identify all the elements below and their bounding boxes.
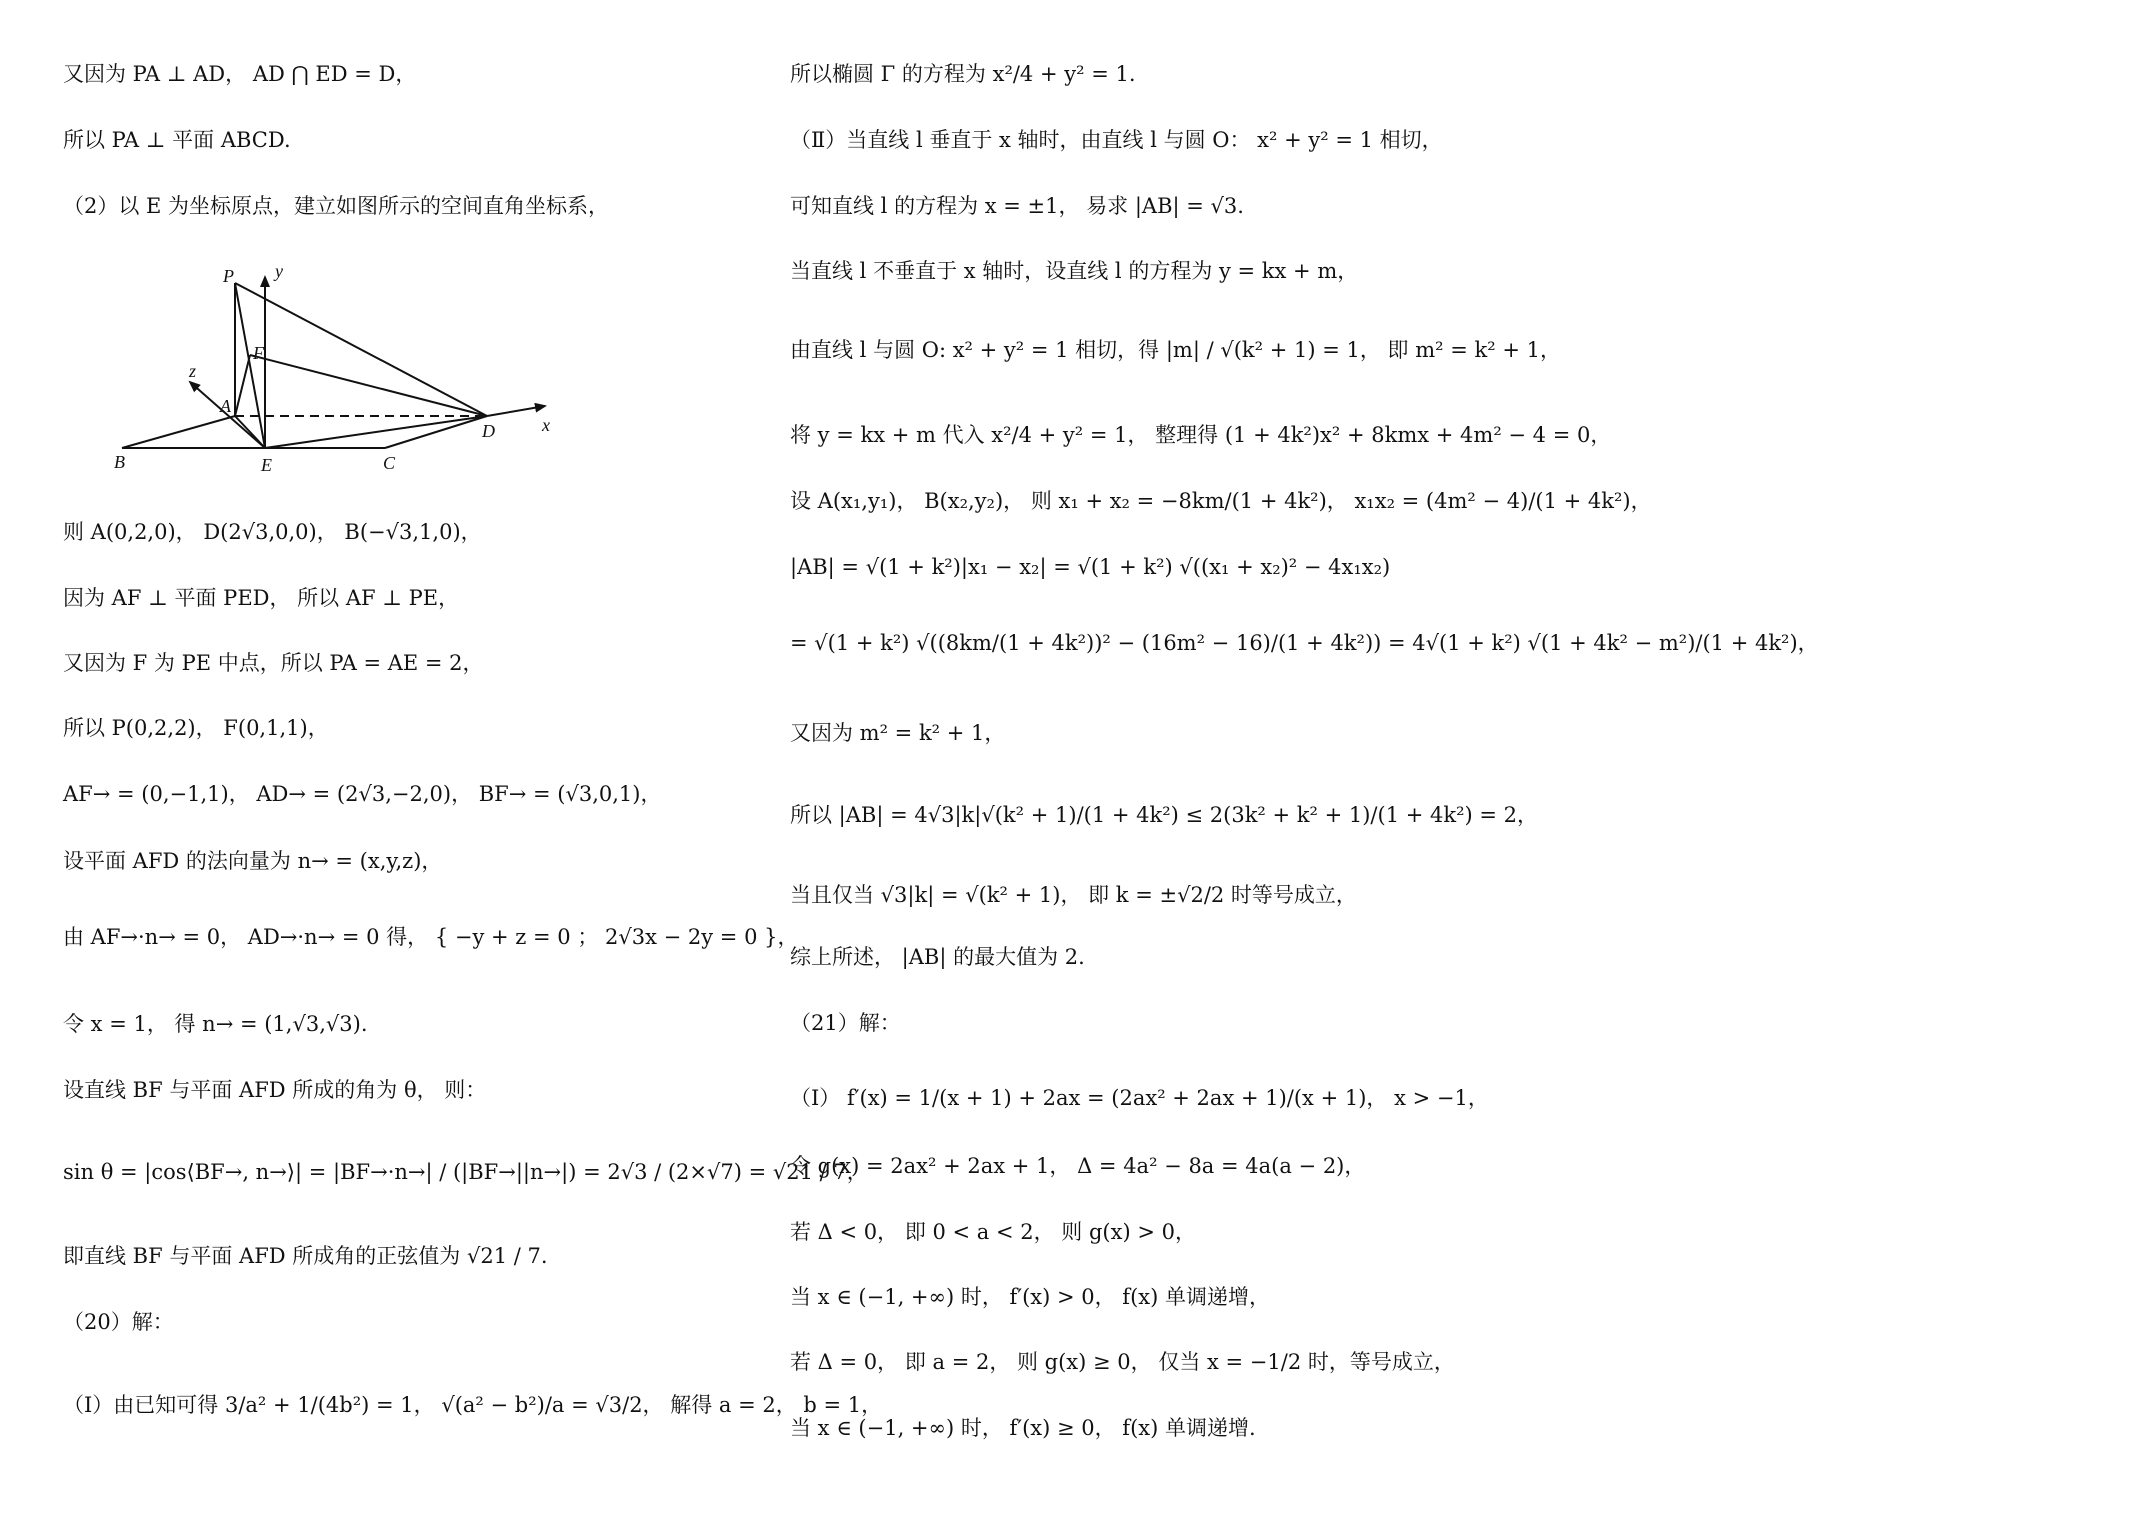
label-z: z xyxy=(189,361,197,381)
text-line: 若 Δ = 0， 即 a = 2， 则 g(x) ≥ 0， 仅当 x = −1/2 时，等号成立， xyxy=(790,1350,1455,1374)
edge-FD xyxy=(250,355,487,416)
text-line: （Ⅱ）当直线 l 垂直于 x 轴时，由直线 l 与圆 O： x² + y² = 1 相切， xyxy=(790,128,1443,152)
text-line: （Ⅰ） f′(x) = 1/(x + 1) + 2ax = (2ax² + 2ax + 1)/(x + 1)， x > −1， xyxy=(790,1086,1489,1110)
text-line: 又因为 PA ⊥ AD， AD ⋂ ED = D， xyxy=(63,62,417,86)
text-line: = √(1 + k²) √((8km/(1 + 4k²))² − (16m² − 16)/(1 + 4k²)) = 4√(1 + k²) √(1 + 4k² − m²)/(1 + 4k²)， xyxy=(790,631,1819,655)
text-line: 由 AF→·n→ = 0， AD→·n→ = 0 得， { −y + z = 0 ； 2√3x − 2y = 0 }， xyxy=(63,925,799,949)
text-line: 则 A(0,2,0)， D(2√3,0,0)， B(−√3,1,0)， xyxy=(63,520,482,544)
text-line: 即直线 BF 与平面 AFD 所成角的正弦值为 √21 / 7. xyxy=(63,1244,548,1268)
edge-PD xyxy=(235,283,487,416)
text-line: 设 A(x₁,y₁)， B(x₂,y₂)， 则 x₁ + x₂ = −8km/(1 + 4k²)， x₁x₂ = (4m² − 4)/(1 + 4k²)， xyxy=(790,489,1652,513)
text-line: （Ⅰ）由已知可得 3/a² + 1/(4b²) = 1， √(a² − b²)/a = √3/2， 解得 a = 2， b = 1， xyxy=(63,1393,883,1417)
edge-PE xyxy=(235,283,265,448)
text-line: 设直线 BF 与平面 AFD 所成的角为 θ， 则： xyxy=(63,1078,487,1102)
text-line: |AB| = √(1 + k²)|x₁ − x₂| = √(1 + k²) √((x₁ + x₂)² − 4x₁x₂) xyxy=(790,555,1391,579)
text-line: 当 x ∈ (−1, +∞) 时， f′(x) > 0， f(x) 单调递增， xyxy=(790,1285,1270,1309)
label-E: E xyxy=(261,455,272,475)
text-line: （21）解： xyxy=(790,1011,901,1035)
label-D: D xyxy=(482,421,495,441)
text-line: （2）以 E 为坐标原点，建立如图所示的空间直角坐标系， xyxy=(63,194,610,218)
label-F: F xyxy=(253,343,264,363)
text-line: 所以椭圆 Γ 的方程为 x²/4 + y² = 1. xyxy=(790,62,1136,86)
edge-BA xyxy=(122,416,235,448)
text-line: 令 x = 1， 得 n→ = (1,√3,√3). xyxy=(63,1012,368,1036)
text-line: AF→ = (0,−1,1)， AD→ = (2√3,−2,0)， BF→ = (√3,0,1)， xyxy=(63,782,662,806)
text-line: （20）解： xyxy=(63,1310,174,1334)
label-B: B xyxy=(114,452,125,472)
pyramid-diagram xyxy=(110,255,560,485)
edge-AF xyxy=(235,355,250,416)
label-C: C xyxy=(383,453,396,473)
x-axis xyxy=(487,406,545,416)
text-line: 当直线 l 不垂直于 x 轴时，设直线 l 的方程为 y = kx + m， xyxy=(790,259,1359,283)
text-line: 所以 |AB| = 4√3|k|√(k² + 1)/(1 + 4k²) ≤ 2(3k² + k² + 1)/(1 + 4k²) = 2， xyxy=(790,803,1539,827)
text-line: 综上所述， |AB| 的最大值为 2. xyxy=(790,945,1085,969)
label-x: x xyxy=(542,415,550,435)
text-line: sin θ = |cos⟨BF→, n→⟩| = |BF→·n→| / (|BF→||n→|) = 2√3 / (2×√7) = √21 / 7， xyxy=(63,1160,868,1184)
label-A: A xyxy=(220,396,231,416)
text-line: 又因为 m² = k² + 1， xyxy=(790,721,1006,745)
text-line: 又因为 F 为 PE 中点，所以 PA = AE = 2， xyxy=(63,651,484,675)
text-line: 将 y = kx + m 代入 x²/4 + y² = 1， 整理得 (1 + 4k²)x² + 8kmx + 4m² − 4 = 0， xyxy=(790,423,1612,447)
text-line: 设平面 AFD 的法向量为 n→ = (x,y,z)， xyxy=(63,849,443,873)
coordinate-figure xyxy=(110,255,560,489)
edge-ED xyxy=(265,416,487,448)
text-line: 令 g(x) = 2ax² + 2ax + 1， Δ = 4a² − 8a = 4a(a − 2)， xyxy=(790,1154,1366,1178)
text-line: 因为 AF ⊥ 平面 PED， 所以 AF ⊥ PE， xyxy=(63,586,460,610)
edge-CD xyxy=(385,416,487,448)
text-line: 若 Δ < 0， 即 0 < a < 2， 则 g(x) > 0， xyxy=(790,1220,1196,1244)
text-line: 当 x ∈ (−1, +∞) 时， f′(x) ≥ 0， f(x) 单调递增. xyxy=(790,1416,1256,1440)
text-line: 所以 P(0,2,2)， F(0,1,1)， xyxy=(63,716,329,740)
label-P: P xyxy=(223,266,234,286)
text-line: 当且仅当 √3|k| = √(k² + 1)， 即 k = ±√2/2 时等号成立， xyxy=(790,883,1357,907)
text-line: 可知直线 l 的方程为 x = ±1， 易求 |AB| = √3. xyxy=(790,194,1244,218)
label-y: y xyxy=(275,261,283,281)
text-line: 所以 PA ⊥ 平面 ABCD. xyxy=(63,128,291,152)
text-line: 由直线 l 与圆 O: x² + y² = 1 相切，得 |m| / √(k² + 1) = 1， 即 m² = k² + 1， xyxy=(790,338,1561,362)
